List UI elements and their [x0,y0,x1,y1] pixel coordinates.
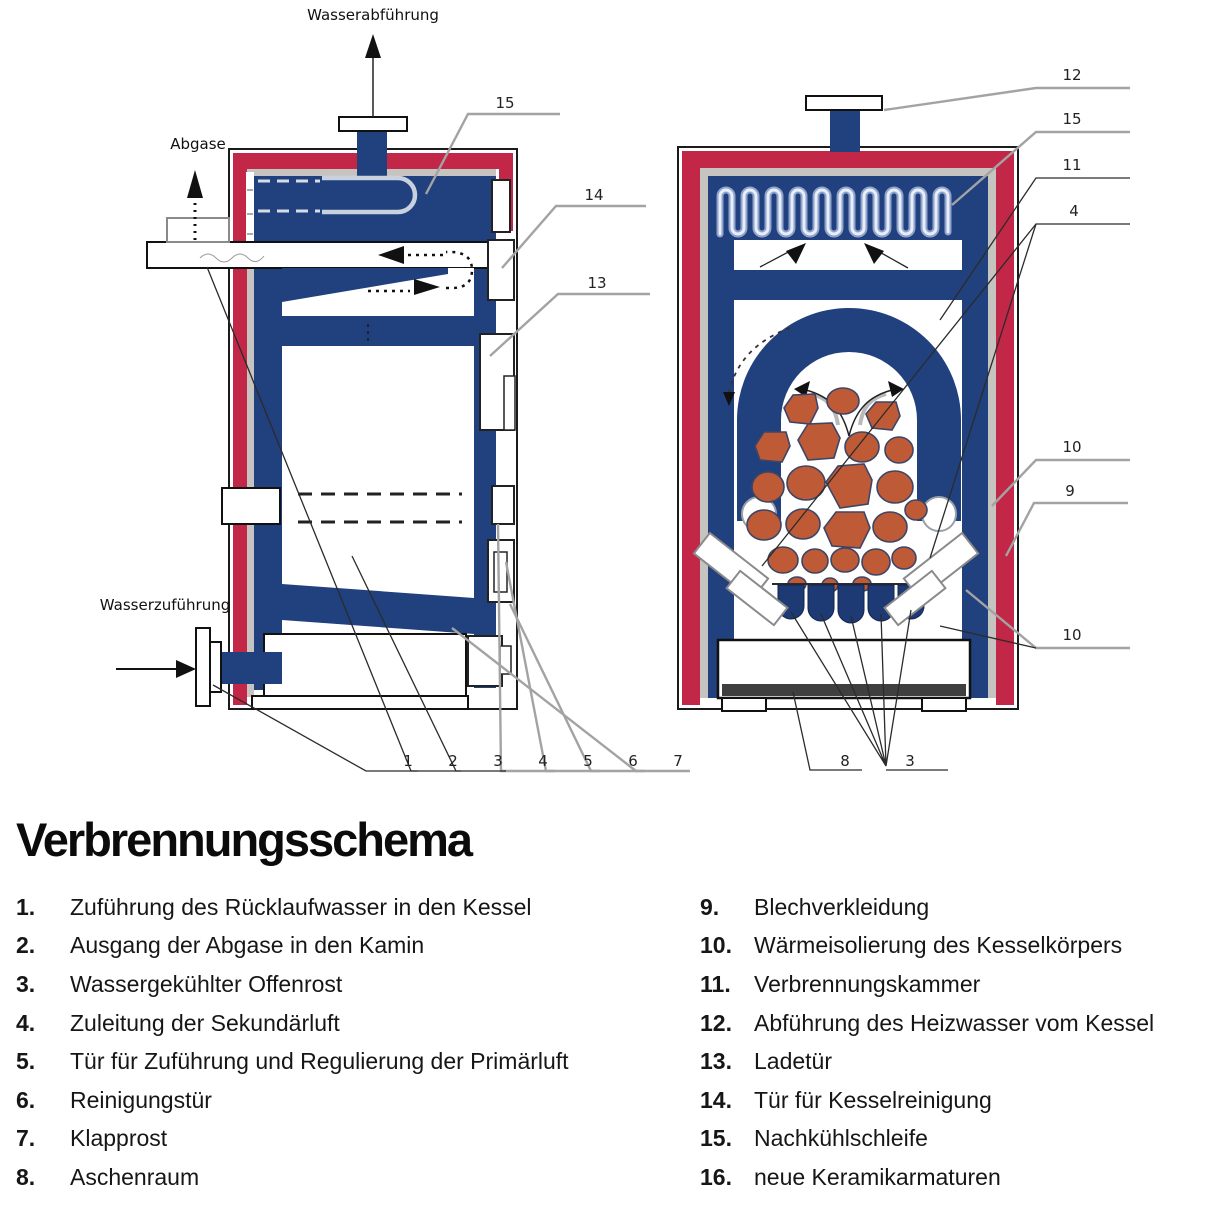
left-boiler-diagram [100,6,690,771]
exhaust-duct-box [167,218,229,242]
legend-item [16,965,688,1004]
legend-item-text: Abführung des Heizwasser vom Kessel [754,1009,1155,1036]
callout-15-right: 15 [1062,110,1082,128]
callout-14: 14 [584,186,604,204]
legend-item-number: 5. [16,1048,36,1075]
legend-item-number: 10. [700,932,732,959]
callout-13: 13 [587,274,607,292]
callout-12: 12 [1062,66,1082,84]
arch-pipe-end-right [922,497,956,531]
legend-item [700,927,1212,966]
foot-left [722,698,766,711]
callout-11: 11 [1062,156,1082,174]
legend-item [700,1042,1212,1081]
page-title: Verbrennungsschema [16,813,472,866]
callout-5: 5 [583,752,593,770]
callout-10a: 10 [1062,438,1082,456]
callout-10b: 10 [1062,626,1082,644]
callout-7: 7 [673,752,683,770]
callout-15: 15 [495,94,515,112]
callout-8: 8 [840,752,850,770]
legend-item [16,1042,688,1081]
right-boiler-diagram [678,66,1130,770]
legend-item-number: 16. [700,1163,732,1190]
legend-item [16,927,688,966]
callout-1: 1 [403,752,413,770]
legend-item [700,1158,1212,1197]
legend-right-column [700,888,1212,1197]
exhaust-label: Abgase [170,135,226,153]
water-inlet-pipe [221,652,282,684]
kesselreinigung-door [488,240,514,300]
legend-item-number: 2. [16,932,36,959]
sekundaerluft-inlet [492,486,514,524]
legend-item [16,888,688,927]
legend-item-text: Aschenraum [70,1163,200,1190]
legend-item-text: Tür für Zuführung und Regulierung der Primärluft [70,1048,569,1075]
legend-item [16,1158,688,1197]
legend-item-text: Zuführung des Rücklaufwasser in den Kessel [70,893,532,920]
ash-strip [722,684,966,696]
water-outlet-flange [339,117,407,131]
legend-item-number: 15. [700,1125,732,1152]
heating-water-outlet-flange [806,96,882,110]
legend-item-number: 3. [16,970,36,997]
legend-item-text: Wärmeisolierung des Kesselkörpers [754,932,1123,959]
heating-water-outlet-stub [830,104,860,152]
callout-4: 4 [538,752,548,770]
callout-4-right: 4 [1069,202,1079,220]
lade-door-handle [504,376,515,430]
inlet-flange-outer [196,628,210,706]
legend-item-number: 11. [700,970,731,997]
callout-3-right: 3 [905,752,915,770]
legend-item-number: 14. [700,1086,732,1113]
legend-item [700,1120,1212,1159]
legend-item-number: 9. [700,893,720,920]
legend-item-number: 1. [16,893,36,920]
legend-item-text: Klapprost [70,1125,168,1152]
legend-item-text: Zuleitung der Sekundärluft [70,1009,340,1036]
legend-item-number: 12. [700,1009,732,1036]
callout-2: 2 [448,752,458,770]
legend-left-column [16,888,688,1197]
callout-3: 3 [493,752,503,770]
legend-item [700,1081,1212,1120]
side-pipe-stub [222,488,280,524]
legend-item [16,1120,688,1159]
exhaust-up-arrow-icon [187,170,203,198]
legend-item-text: Ladetür [754,1048,833,1075]
foot-right [922,698,966,711]
callout-9: 9 [1065,482,1075,500]
inlet-right-arrow-icon [176,660,196,678]
legend-item-text: Blechverkleidung [754,893,930,920]
legend-item-text: neue Keramikarmaturen [754,1163,1001,1190]
water-inlet-label: Wasserzuführung [99,596,231,614]
legend-item-text: Wassergekühlter Offenrost [70,970,343,997]
water-outlet-stub [357,124,387,178]
cleaning-door-upper [492,180,510,232]
up-arrow-icon [365,34,381,58]
legend-item [16,1004,688,1043]
loading-chamber [282,346,474,584]
legend-item [700,965,1212,1004]
ash-box [264,634,466,696]
exhaust-duct [147,242,496,268]
legend-item-text: Reinigungstür [70,1086,212,1113]
primaerluft-door-inner [494,552,507,592]
legend-item [700,1004,1212,1043]
legend-item-text: Nachkühlschleife [754,1125,928,1152]
water-outlet-label: Wasserabführung [307,6,439,24]
legend-item-number: 8. [16,1163,36,1190]
legend-item [16,1081,688,1120]
legend-item-text: Tür für Kesselreinigung [754,1086,992,1113]
legend-item-number: 4. [16,1009,36,1036]
legend-item [700,888,1212,927]
inlet-flange-inner [210,642,221,692]
legend-item-number: 7. [16,1125,36,1152]
left-flue-strip [246,172,254,242]
legend-item-text: Verbrennungskammer [754,970,981,997]
callout-6: 6 [628,752,638,770]
legend-item-number: 13. [700,1048,732,1075]
legend-item-number: 6. [16,1086,36,1113]
legend-item-text: Ausgang der Abgase in den Kamin [70,932,425,959]
baseplate [252,696,468,709]
